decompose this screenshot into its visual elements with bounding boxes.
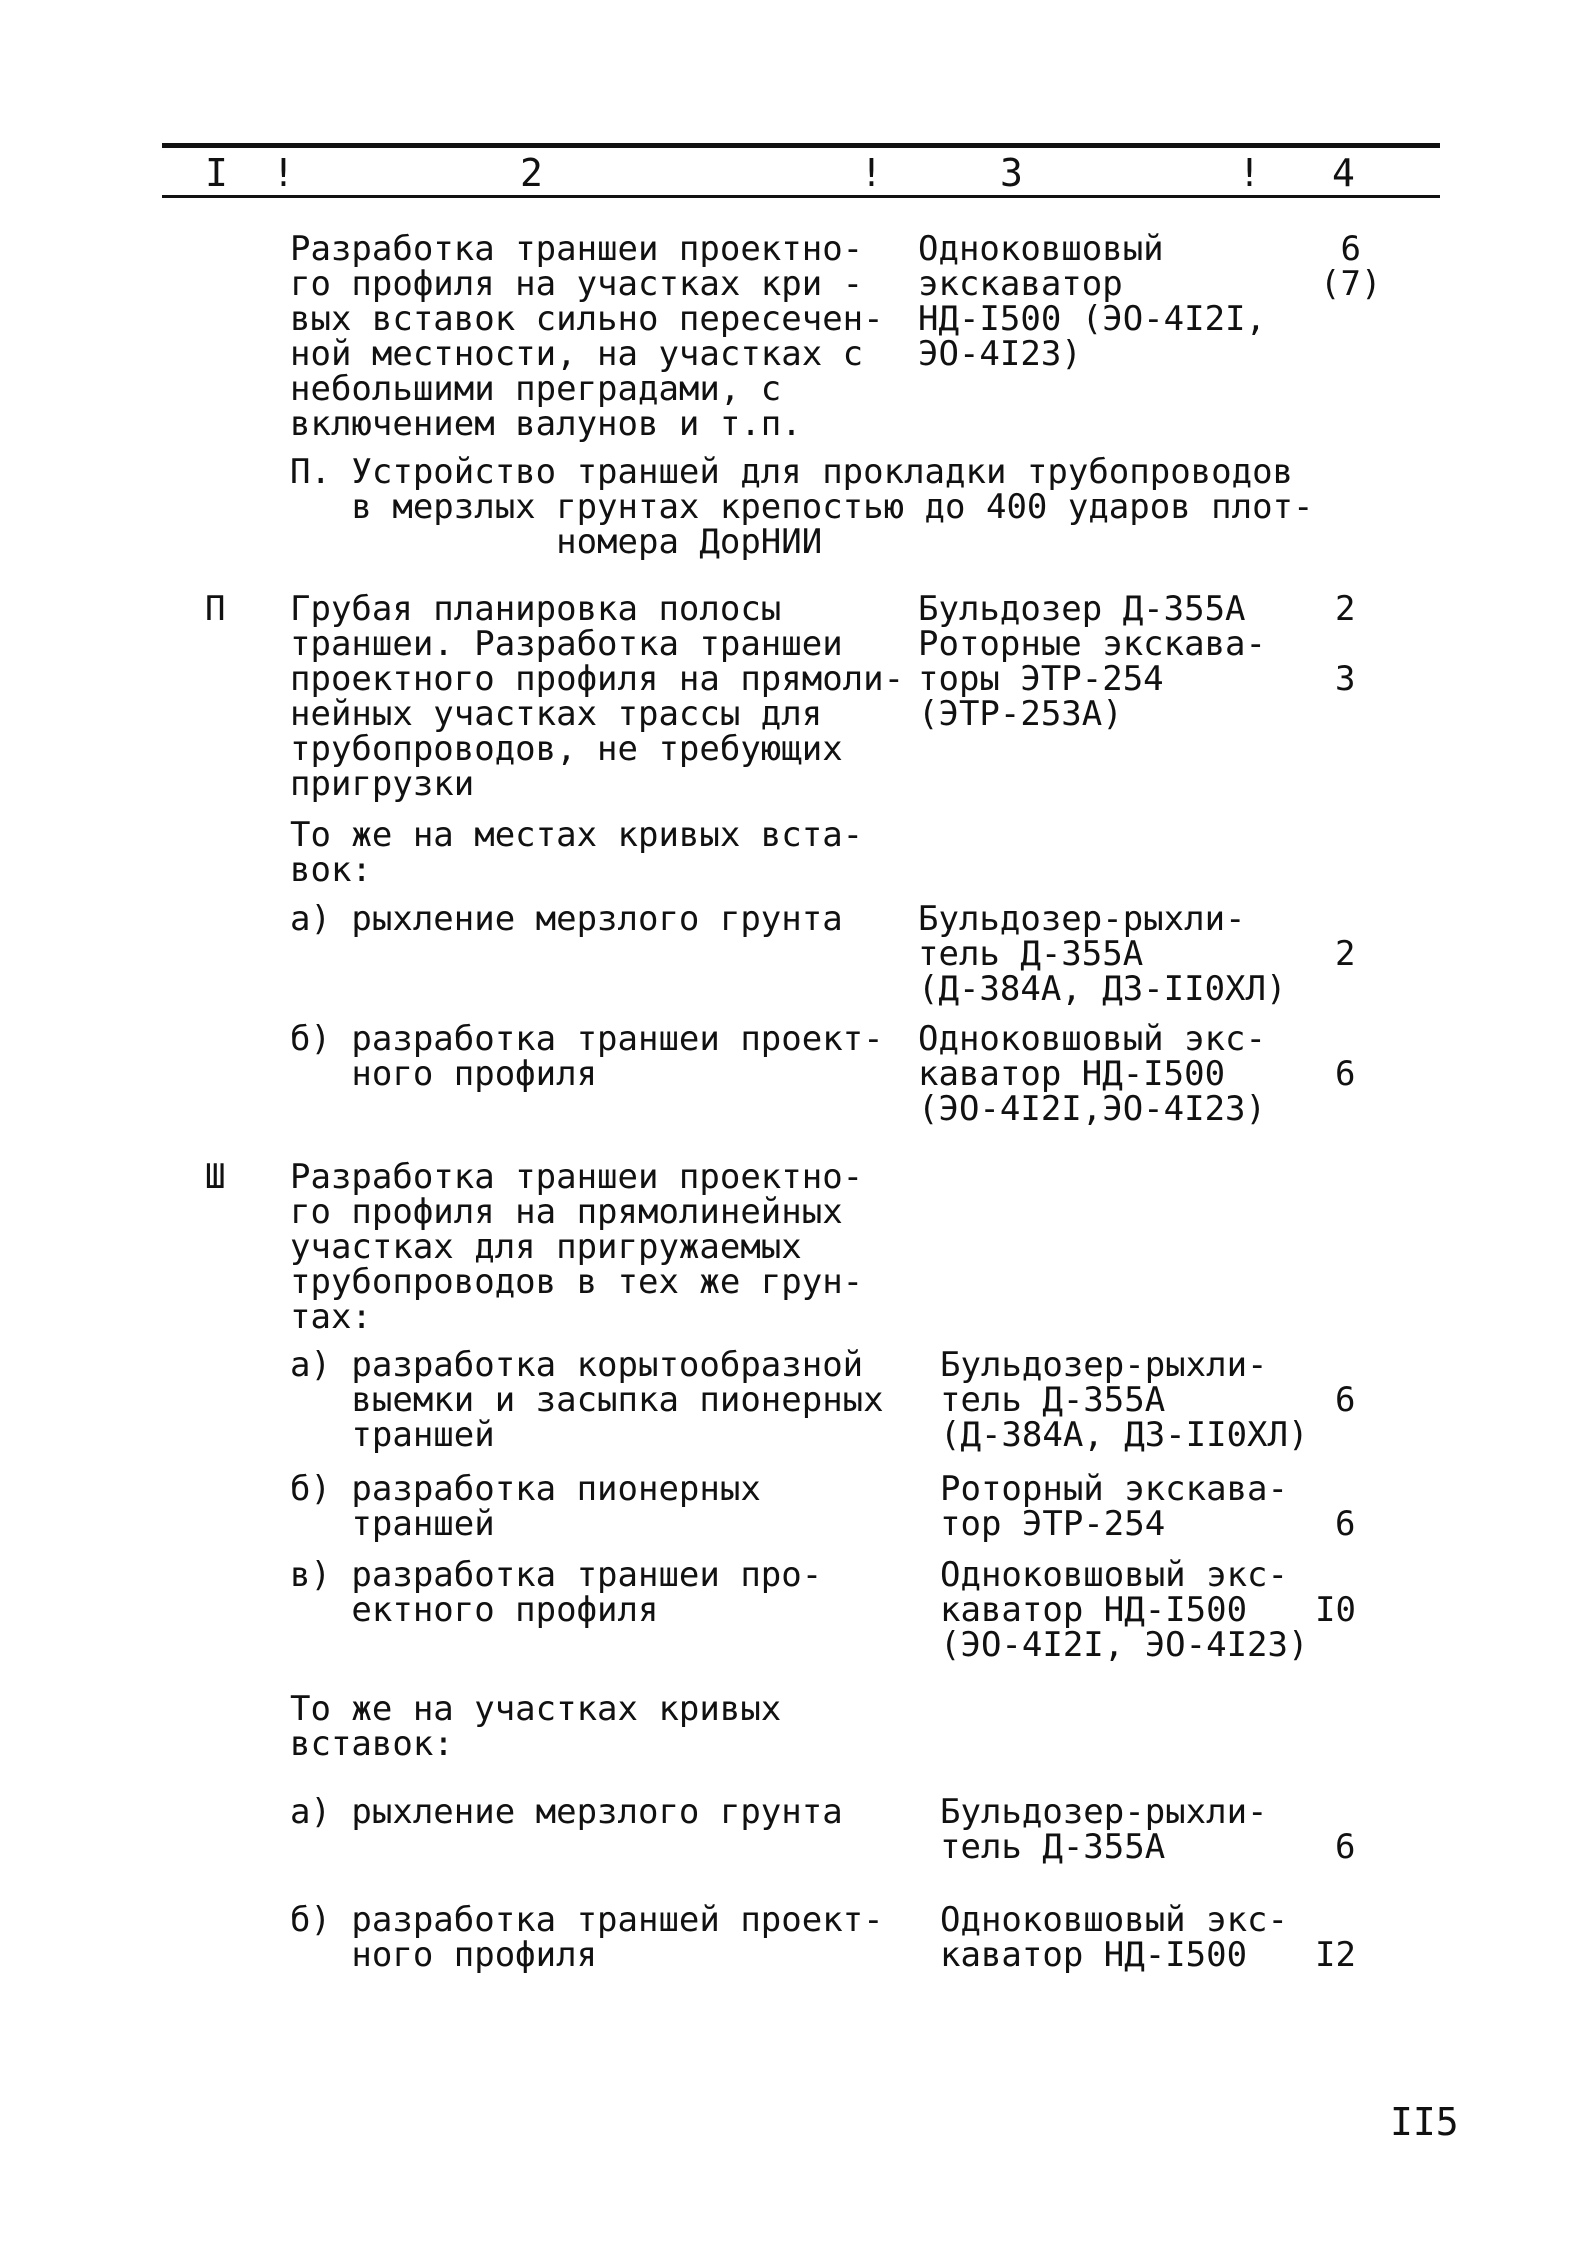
header-col-4: 4 bbox=[1332, 151, 1355, 195]
row2b-description: б) разработка траншеи проект- ного профиля bbox=[290, 1019, 884, 1094]
row2-sub-intro: То же на местах кривых вста- вок: bbox=[290, 815, 864, 890]
header-separator-1: ! bbox=[272, 151, 295, 195]
row3-description: Разработка траншеи проектно- го профиля на прямолинейных участках для пригружаемых трубопроводов в тех же грун- тах: bbox=[290, 1157, 864, 1337]
header-col-1: I bbox=[205, 151, 228, 195]
row3b2-machine: Одноковшовый экс- каватор НД-I500 bbox=[940, 1900, 1288, 1975]
row3a-machine: Бульдозер-рыхли- тель Д-355А (Д-384А, ДЗ-II0ХЛ) bbox=[940, 1345, 1309, 1455]
row3a2-description: а) рыхление мерзлого грунта bbox=[290, 1792, 843, 1832]
row3v-machine: Одноковшовый экс- каватор НД-I500 (ЭО-4I2I, ЭО-4I23) bbox=[940, 1555, 1309, 1665]
row2a-description: а) рыхление мерзлого грунта bbox=[290, 899, 843, 939]
row3a2-machine: Бульдозер-рыхли- тель Д-355А bbox=[940, 1792, 1268, 1867]
row2b-value: 6 bbox=[1335, 1054, 1356, 1094]
row1-value: 6 (7) bbox=[1320, 229, 1382, 304]
header-separator-3: ! bbox=[1238, 151, 1261, 195]
row2a-value: 2 bbox=[1335, 934, 1356, 974]
row1-machine: Одноковшовый экскаватор НД-I500 (ЭО-4I2I, ЭО-4I23) bbox=[918, 229, 1266, 374]
row2-value-a: 2 bbox=[1335, 589, 1356, 629]
row3b2-description: б) разработка траншей проект- ного профиля bbox=[290, 1900, 884, 1975]
row3b-description: б) разработка пионерных траншей bbox=[290, 1469, 761, 1544]
row2-description: Грубая планировка полосы траншеи. Разработка траншеи проектного профиля на прямоли- нейных участках трассы для трубопроводов, не требующих пригрузки bbox=[290, 589, 905, 804]
row3b-value: 6 bbox=[1335, 1504, 1356, 1544]
section-heading: П. Устройство траншей для прокладки трубопроводов в мерзлых грунтах крепостью до 400 ударов плот- номера ДорНИИ bbox=[290, 452, 1314, 562]
row2b-machine: Одноковшовый экс- каватор НД-I500 (ЭО-4I2I,ЭО-4I23) bbox=[918, 1019, 1266, 1129]
row2a-machine: Бульдозер-рыхли- тель Д-355А (Д-384А, ДЗ-II0ХЛ) bbox=[918, 899, 1287, 1009]
row3b-machine: Роторный экскава- тор ЭТР-254 bbox=[940, 1469, 1288, 1544]
row3-number: Ш bbox=[205, 1157, 226, 1197]
page-number: II5 bbox=[1390, 2100, 1459, 2144]
row2-machine: Бульдозер Д-355А Роторные экскава- торы ЭТР-254 (ЭТР-253А) bbox=[918, 589, 1266, 734]
row3a2-value: 6 bbox=[1335, 1827, 1356, 1867]
row3v-description: в) разработка траншеи про- ектного профиля bbox=[290, 1555, 823, 1630]
header-separator-2: ! bbox=[860, 151, 883, 195]
table-header-rule bbox=[162, 195, 1440, 198]
row2-number: П bbox=[205, 589, 226, 629]
row3-sub-intro: То же на участках кривых вставок: bbox=[290, 1689, 782, 1764]
header-col-3: 3 bbox=[1000, 151, 1023, 195]
row2-value-b: 3 bbox=[1335, 659, 1356, 699]
row3a-description: а) разработка корытообразной выемки и засыпка пионерных траншей bbox=[290, 1345, 884, 1455]
row3b2-value: I2 bbox=[1315, 1935, 1356, 1975]
row1-description: Разработка траншеи проектно- го профиля на участках кри - вых вставок сильно пересечен- ной местности, на участках с небольшими преградами, с включением валунов и т.п. bbox=[290, 229, 884, 444]
row3a-value: 6 bbox=[1335, 1380, 1356, 1420]
table-top-rule bbox=[162, 143, 1440, 148]
header-col-2: 2 bbox=[520, 151, 543, 195]
row3v-value: I0 bbox=[1315, 1590, 1356, 1630]
